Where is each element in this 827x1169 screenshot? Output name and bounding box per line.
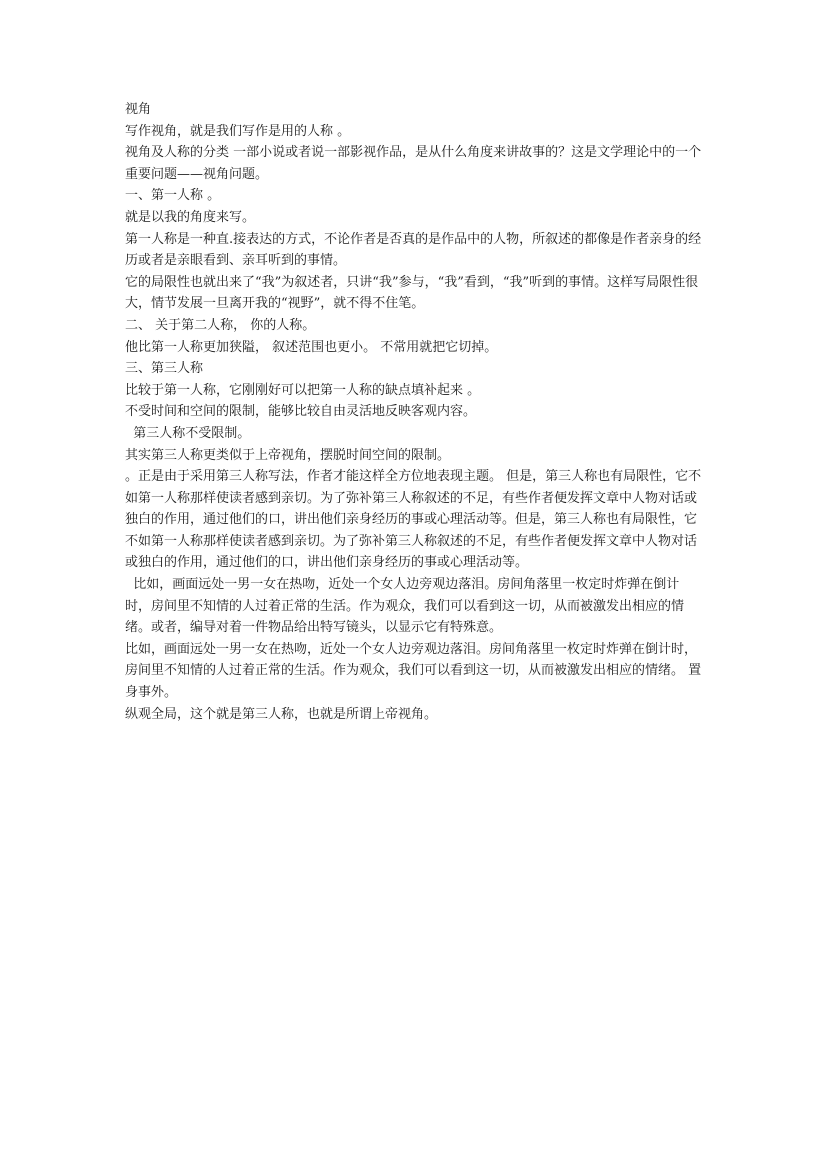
paragraph: 第三人称不受限制。 xyxy=(125,425,251,441)
paragraph: 他比第一人称更加狭隘， 叙述范围也更小。 不常用就把它切掉。 xyxy=(125,339,498,355)
section-heading: 三、第三人称 xyxy=(125,361,204,377)
paragraph: 比如，画面远处一男一女在热吻，近处一个女人边旁观边落泪。房间角落里一枚定时炸弹在倒计时，房间里不知情的人过着正常的生活。作为观众，我们可以看到这一切，从而被激发出相应的情绪。 置身事外。 xyxy=(125,641,702,701)
section-heading: 二、 关于第二人称， 你的人称。 xyxy=(125,317,316,333)
paragraph: 其实第三人称更类似于上帝视角，摆脱时间空间的限制。 xyxy=(125,447,451,463)
paragraph: 比如，画面远处一男一女在热吻，近处一个女人边旁观边落泪。房间角落里一枚定时炸弹在倒计时，房间里不知情的人过着正常的生活。作为观众，我们可以看到这一切，从而被激发出相应的情绪。或者，编导对着一件物品给出特写镜头，以显示它有特殊意。 xyxy=(125,577,685,636)
document-title: 视角 xyxy=(125,102,152,117)
section-heading: 一、第一人称 。 xyxy=(125,188,221,204)
paragraph: 就是以我的角度来写。 xyxy=(125,209,256,225)
paragraph: 比较于第一人称，它刚刚好可以把第一人称的缺点填补起来 。 xyxy=(125,382,481,398)
document-body xyxy=(125,99,705,725)
paragraph: 第一人称是一种直.接表达的方式，不论作者是否真的是作品中的人物，所叙述的都像是作者亲身的经历或者是亲眼看到、亲耳听到的事情。 xyxy=(125,231,702,269)
paragraph: 。正是由于采用第三人称写法，作者才能这样全方位地表现主题。 但是，第三人称也有局限性，它不如第一人称那样使读者感到亲切。为了弥补第三人称叙述的不足，有些作者便发挥文章中人物对话或独白的作用，通过他们的口，讲出他们亲身经历的事或心理活动等。但是，第三人称也有局限性，它不如第一人称那样使读者感到亲切。为了弥补第三人称叙述的不足，有些作者便发挥文章中人物对话或独白的作用，通过他们的口，讲出他们亲身经历的事或心理活动等。 xyxy=(125,469,702,571)
paragraph: 不受时间和空间的限制，能够比较自由灵活地反映客观内容。 xyxy=(125,404,477,420)
paragraph: 纵观全局，这个就是第三人称，也就是所谓上帝视角。 xyxy=(125,706,438,722)
paragraph: 它的局限性也就出来了“我”为叙述者，只讲“我”参与，“我”看到，“我”听到的事情。这样写局限性很大，情节发展一旦离开我的“视野”，就不得不住笔。 xyxy=(125,274,699,312)
paragraph: 视角及人称的分类 一部小说或者说一部影视作品，是从什么角度来讲故事的？这是文学理论中的一个重要问题——视角问题。 xyxy=(125,145,702,182)
paragraph: 写作视角，就是我们写作是用的人称 。 xyxy=(125,123,351,139)
